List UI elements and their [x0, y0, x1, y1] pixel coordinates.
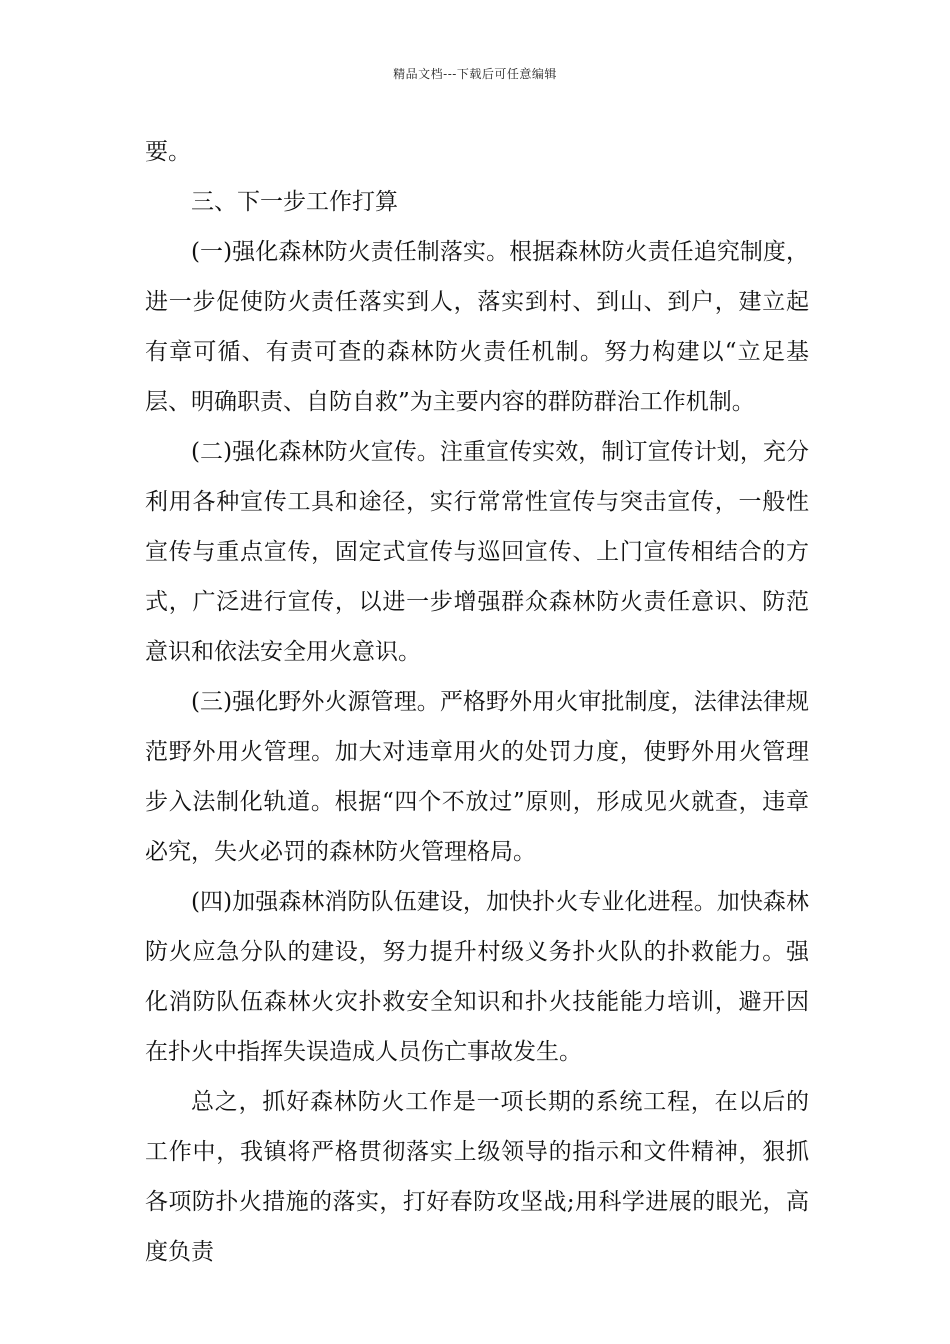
paragraph-item-2: (二)强化森林防火宣传。注重宣传实效，制订宣传计划，充分利用各种宣传工具和途径，实行常常性宣传与突击宣传，一般性宣传与重点宣传，固定式宣传与巡回宣传、上门宣传相结合的方式，广泛进行宣传，以进一步增强群众森林防火责任意识、防范意识和依法安全用火意识。: [145, 439, 809, 665]
paragraph-summary: 总之，抓好森林防火工作是一项长期的系统工程，在以后的工作中，我镇将严格贯彻落实上级领导的指示和文件精神，狠抓各项防扑火措施的落实，打好春防攻坚战;用科学进展的眼光，高度负责: [145, 1089, 809, 1265]
paragraph-item-3: (三)强化野外火源管理。严格野外用火审批制度，法律法律规范野外用火管理。加大对违章用火的处罚力度，使野外用火管理步入法制化轨道。根据“四个不放过”原则，形成见火就查，违章必究，失火必罚的森林防火管理格局。: [145, 689, 809, 865]
section-heading: 三、下一步工作打算: [191, 189, 398, 215]
page-header: 精品文档---下载后可任意编辑: [393, 67, 557, 81]
document-body: [145, 127, 809, 1277]
paragraph-item-1: (一)强化森林防火责任制落实。根据森林防火责任追究制度，进一步促使防火责任落实到人，落实到村、到山、到户，建立起有章可循、有责可查的森林防火责任机制。努力构建以“立足基层、明确职责、自防自救”为主要内容的群防群治工作机制。: [145, 239, 809, 415]
paragraph-continuation: 要。: [145, 139, 191, 165]
paragraph-item-4: (四)加强森林消防队伍建设，加快扑火专业化进程。加快森林防火应急分队的建设，努力提升村级义务扑火队的扑救能力。强化消防队伍森林火灾扑救安全知识和扑火技能能力培训，避开因在扑火中指挥失误造成人员伤亡事故发生。: [145, 889, 809, 1065]
